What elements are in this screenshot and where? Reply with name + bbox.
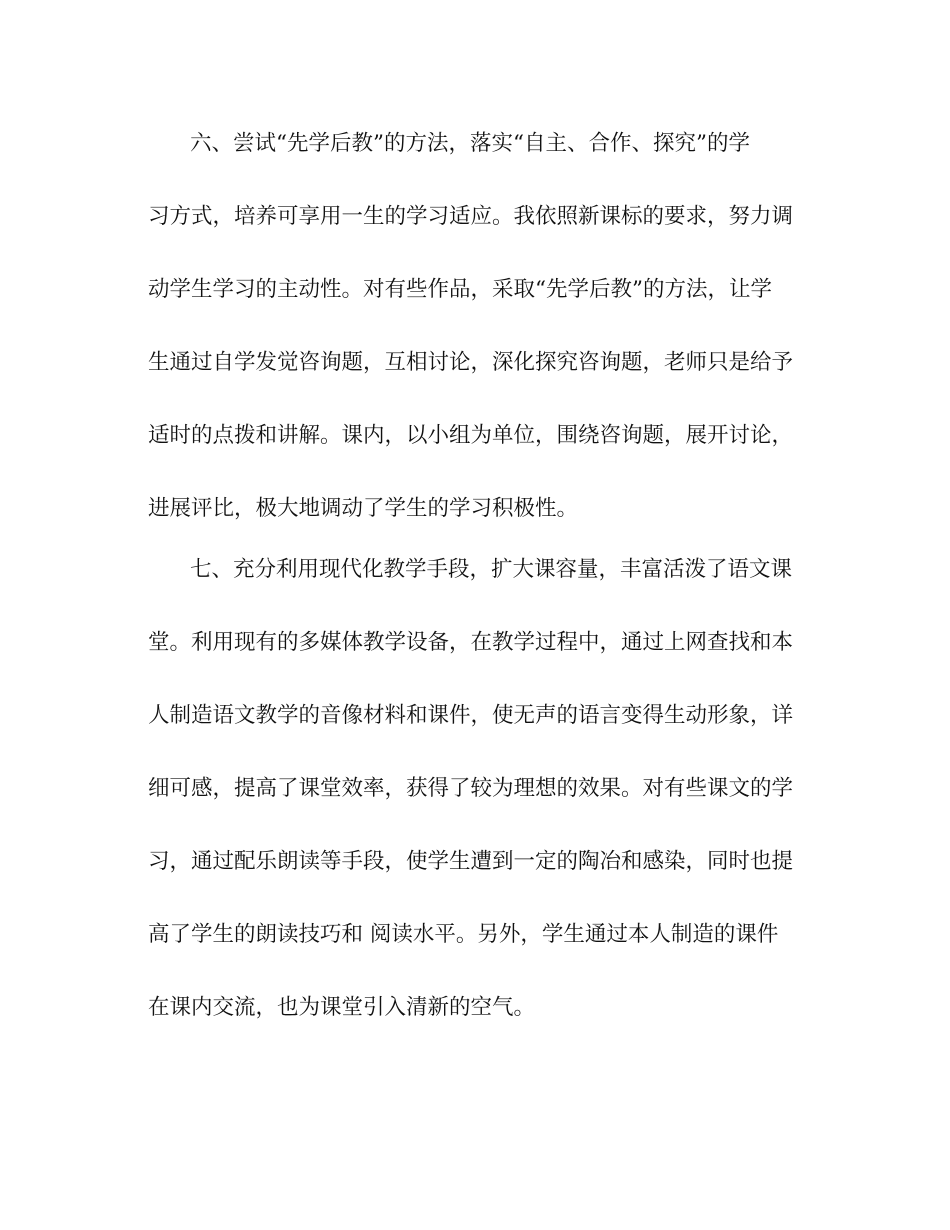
text-line: 适时的点拨和讲解。课内，以小组为单位，围绕咨询题，展开讨论， [148, 423, 794, 448]
text-line: 习方式，培养可享用一生的学习适应。我依照新课标的要求，努力调 [148, 204, 794, 229]
text-line: 六、尝试“先学后教”的方法，落实“自主、合作、探究”的学 [190, 131, 750, 156]
text-line: 细可感，提高了课堂效率，获得了较为理想的效果。对有些课文的学 [148, 776, 794, 801]
text-line: 堂。利用现有的多媒体教学设备，在教学过程中，通过上网查找和本 [148, 630, 794, 655]
text-line: 人制造语文教学的音像材料和课件，使无声的语言变得生动形象，详 [148, 703, 794, 728]
text-line: 七、充分利用现代化教学手段，扩大课容量，丰富活泼了语文课 [190, 557, 793, 582]
text-line: 习，通过配乐朗读等手段，使学生遭到一定的陶冶和感染，同时也提 [148, 849, 794, 874]
text-line: 生通过自学发觉咨询题，互相讨论，深化探究咨询题，老师只是给予 [148, 350, 794, 375]
text-line: 高了学生的朗读技巧和 阅读水平。另外，学生通过本人制造的课件 [148, 922, 779, 947]
text-line: 动学生学习的主动性。对有些作品，采取“先学后教”的方法，让学 [148, 277, 772, 302]
text-line: 在课内交流，也为课堂引入清新的空气。 [148, 995, 536, 1020]
text-line: 进展评比，极大地调动了学生的学习积极性。 [148, 496, 579, 521]
